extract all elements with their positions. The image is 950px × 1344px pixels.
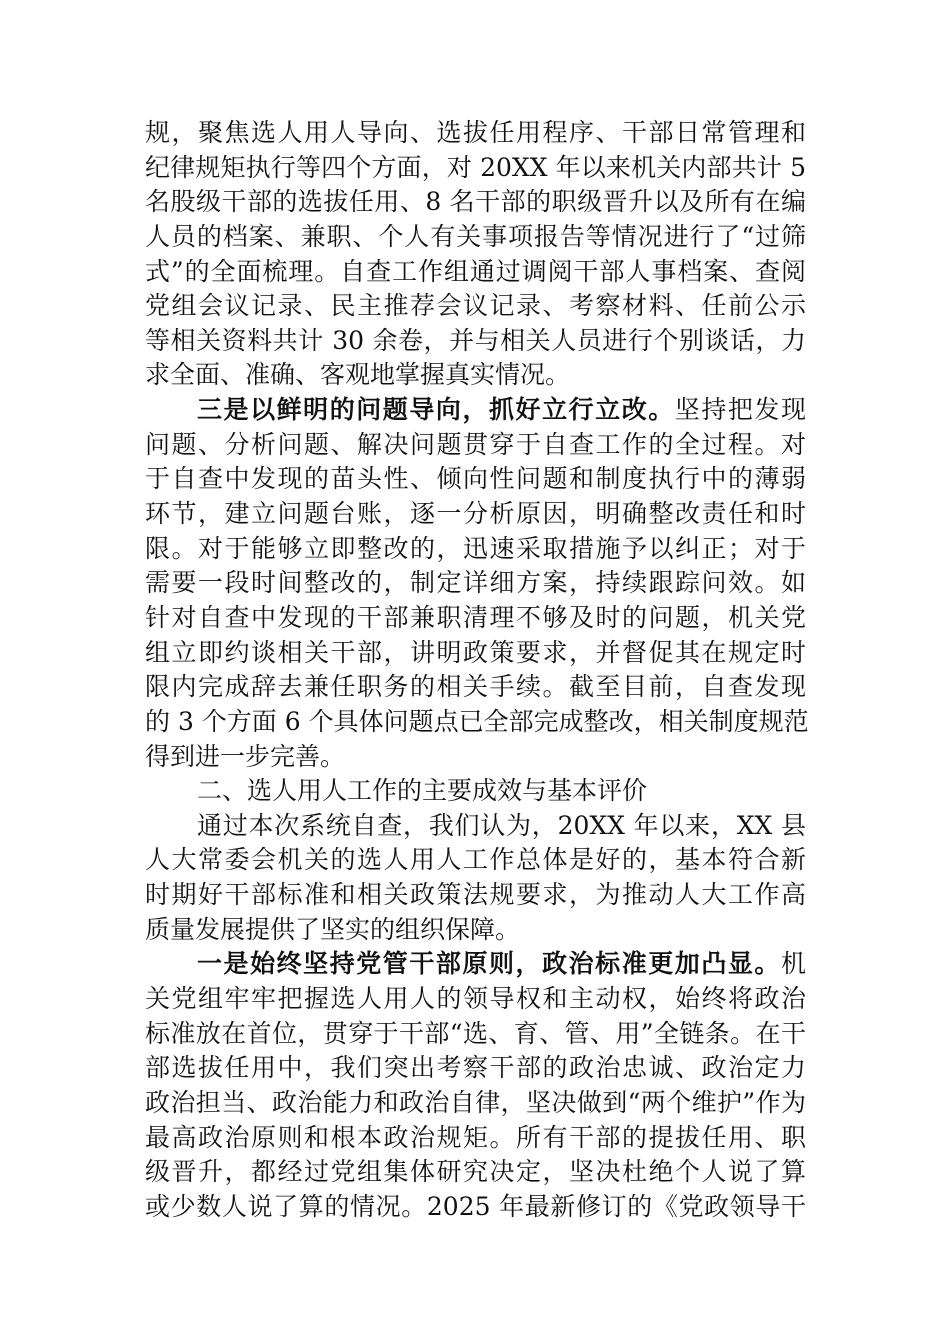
text-line: 等相关资料共计 30 余卷，并与相关人员进行个别谈话，力 [145,325,806,355]
text-line: 限。对于能够立即整改的，迅速采取措施予以纠正；对于 [145,533,806,563]
text-line: 或少数人说了算的情况。2025 年最新修订的《党政领导干 [145,1191,806,1221]
text-span: 坚持把发现 [674,395,806,425]
text-line [145,393,806,428]
text-line: 限内完成辞去兼任职务的相关手续。截至目前，自查发现 [145,672,806,702]
text-line: 关党组牢牢把握选人用人的领导权和主动权，始终将政治 [145,984,806,1014]
text-line: 针对自查中发现的干部兼职清理不够及时的问题，机关党 [145,602,806,632]
text-line: 问题、分析问题、解决问题贯穿于自查工作的全过程。对 [145,429,806,459]
text-line: 组立即约谈相关干部，讲明政策要求，并督促其在规定时 [145,637,806,667]
paragraph-overall-evaluation [145,809,806,948]
bold-lead: 三是以鲜明的问题导向，抓好立行立改。 [197,395,675,425]
text-line: 时期好干部标准和相关政策法规要求，为推动人大工作高 [145,880,806,910]
text-line: 得到进一步完善。 [145,741,346,771]
text-line: 人大常委会机关的选人用人工作总体是好的，基本符合新 [145,845,806,875]
text-line: 式”的全面梳理。自查工作组通过调阅干部人事档案、查阅 [145,256,806,286]
text-line: 名股级干部的选拔任用、8 名干部的职级晋升以及所有在编 [145,187,806,217]
paragraph-review-scope [145,116,806,393]
text-line: 级晋升，都经过党组集体研究决定，坚决杜绝个人说了算 [145,1157,806,1187]
text-line [145,947,806,982]
bold-lead: 一是始终坚持党管干部原则，政治标准更加凸显。 [197,949,781,979]
text-span: 机 [780,949,806,979]
text-line: 需要一段时间整改的，制定详细方案，持续跟踪问效。如 [145,568,806,598]
text-line: 于自查中发现的苗头性、倾向性问题和制度执行中的薄弱 [145,464,806,494]
text-line: 党组会议记录、民主推荐会议记录、考察材料、任前公示 [145,291,806,321]
paragraph-problem-rectification [145,393,809,774]
text-line: 通过本次系统自查，我们认为，20XX 年以来，XX 县 [197,810,806,840]
document-page [145,116,809,1225]
text-line: 部选拔任用中，我们突出考察干部的政治忠诚、政治定力 [145,1053,806,1083]
text-line: 最高政治原则和根本政治规矩。所有干部的提拔任用、职 [145,1122,806,1152]
text-line: 的 3 个方面 6 个具体问题点已全部完成整改，相关制度规范 [145,706,809,736]
text-line: 环节，建立问题台账，逐一分析原因，明确整改责任和时 [145,499,806,529]
section-heading: 二、选人用人工作的主要成效与基本评价 [197,776,648,806]
paragraph-party-leadership [145,947,806,1224]
text-line: 政治担当、政治能力和政治自律，坚决做到“两个维护”作为 [145,1087,806,1117]
text-line: 标准放在首位，贯穿于干部“选、育、管、用”全链条。在干 [145,1018,806,1048]
text-line: 规，聚焦选人用人导向、选拔任用程序、干部日常管理和 [145,118,806,147]
text-line: 纪律规矩执行等四个方面，对 20XX 年以来机关内部共计 5 [145,152,806,182]
text-line: 质量发展提供了坚实的组织保障。 [145,914,521,944]
text-line: 人员的档案、兼职、个人有关事项报告等情况进行了“过筛 [145,221,806,251]
text-line: 求全面、准确、客观地掌握真实情况。 [145,360,571,390]
